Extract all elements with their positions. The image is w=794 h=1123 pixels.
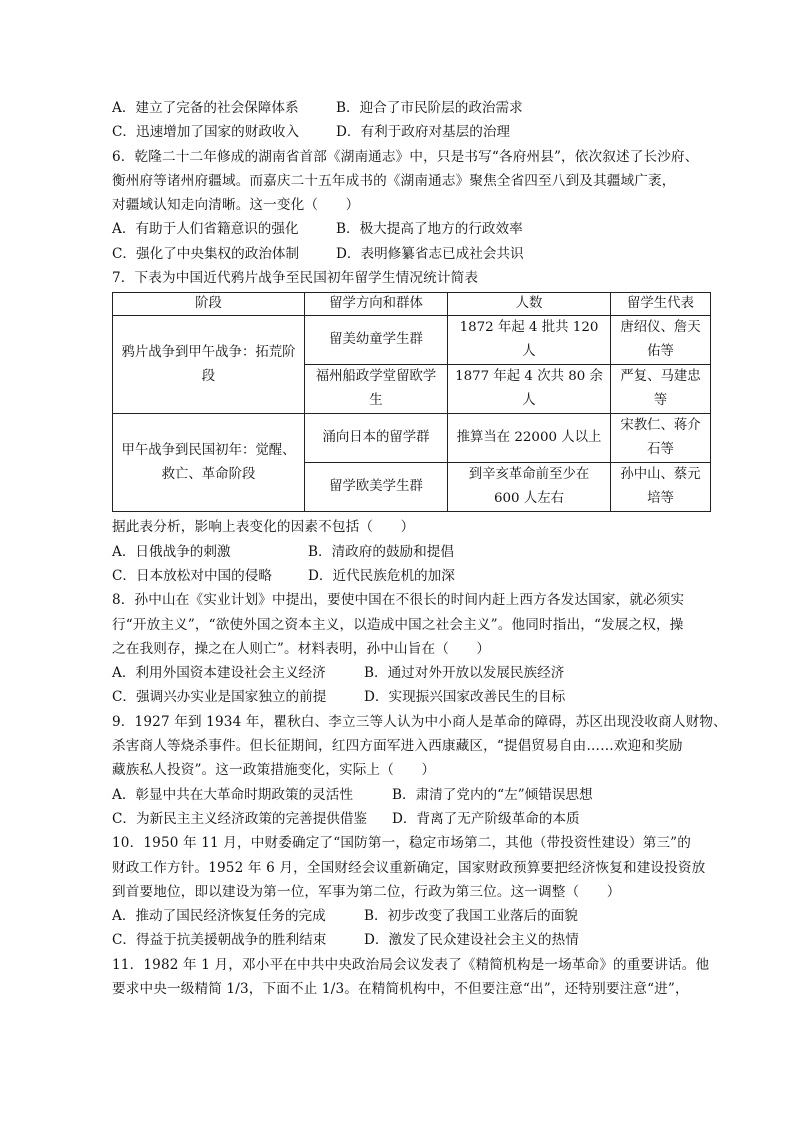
q7-options-row-2 (112, 564, 712, 588)
q7-stem: 7．下表为中国近代鸦片战争至民国初年留学生情况统计简表 (112, 270, 479, 287)
count-cell: 1877 年起 4 次共 80 余人 (448, 365, 611, 414)
q8-option-a[interactable]: A．利用外国资本建设社会主义经济 (112, 665, 326, 682)
q6-options-row-2 (112, 242, 712, 266)
q8-stem-line-1: 8．孙中山在《实业计划》中提出，要使中国在不很长的时间内赶上西方各发达国家，就必须实 (112, 592, 685, 609)
rep-cell: 严复、马建忠 等 (611, 365, 711, 414)
count-cell: 到辛亥革命前至少在 600 人左右 (448, 463, 611, 512)
q5-options-row-1 (112, 96, 712, 120)
q9-stem-line-3: 藏族私人投资”。这一政策措施变化，实际上（ ） (112, 762, 436, 779)
q6-option-d[interactable]: D．表明修纂省志已成社会共识 (336, 245, 524, 262)
q9-options-row-2 (112, 807, 712, 831)
q5-option-d[interactable]: D．有利于政府对基层的治理 (336, 124, 511, 141)
rep-cell: 唐绍仪、詹天 佑等 (611, 316, 711, 365)
q10-options-row-2 (112, 928, 712, 952)
q10-stem-line-1: 10．1950 年 11 月，中财委确定了“国防第一，稳定市场第二，其他（带投资性建设）第三”的 (112, 835, 692, 852)
q10-option-a[interactable]: A．推动了国民经济恢复任务的完成 (112, 908, 326, 925)
q5-options-row-2 (112, 120, 712, 144)
question-content (112, 96, 727, 1001)
q7-option-b[interactable]: B．清政府的鼓励和提倡 (308, 543, 454, 560)
header-count: 人数 (448, 293, 611, 316)
rep-cell: 宋教仁、蒋介 石等 (611, 414, 711, 463)
table-row (113, 414, 711, 463)
q9-option-b[interactable]: B．肃清了党内的“左”倾错误思想 (392, 786, 593, 803)
q6-stem-line-1: 6．乾隆二十二年修成的湖南省首部《湖南通志》中，只是书写“各府州县”，依次叙述了长沙府、 (112, 148, 699, 165)
q8-option-c[interactable]: C．强调兴办实业是国家独立的前提 (112, 689, 327, 706)
group-cell: 留学欧美学生群 (305, 463, 448, 512)
q9-options-row-1 (112, 783, 712, 807)
group-cell: 涌向日本的留学群 (305, 414, 448, 463)
q5-option-c[interactable]: C．迅速增加了国家的财政收入 (112, 124, 300, 141)
q7-option-d[interactable]: D．近代民族危机的加深 (308, 567, 455, 584)
count-cell: 推算当在 22000 人以上 (448, 414, 611, 463)
q7-question: 据此表分析，影响上表变化的因素不包括（ ） (112, 519, 415, 536)
group-cell: 留美幼童学生群 (305, 316, 448, 365)
q10-options-row-1 (112, 904, 712, 928)
q10-option-b[interactable]: B．初步改变了我国工业落后的面貌 (364, 908, 578, 925)
header-direction: 留学方向和群体 (305, 293, 448, 316)
q8-options-row-2 (112, 685, 712, 709)
q10-option-c[interactable]: C．得益于抗美援朝战争的胜利结束 (112, 932, 327, 949)
table-header-row (113, 293, 711, 316)
q6-option-a[interactable]: A．有助于人们省籍意识的强化 (112, 221, 299, 238)
q5-option-b[interactable]: B．迎合了市民阶层的政治需求 (336, 100, 523, 116)
q7-options-row-1 (112, 540, 712, 564)
q10-stem-line-2: 财政工作方针。1952 年 6 月，全国财经会议重新确定，国家财政预算要把经济恢复和建设投资放 (112, 859, 706, 876)
q6-stem-line-2: 衡州府等诸州府疆域。而嘉庆二十五年成书的《湖南通志》聚焦全省四至八到及其疆域广袤， (112, 172, 676, 189)
q8-options-row-1 (112, 661, 712, 685)
q9-option-a[interactable]: A．彰显中共在大革命时期政策的灵活性 (112, 786, 353, 803)
q7-option-a[interactable]: A．日俄战争的刺激 (112, 543, 231, 560)
q6-stem-line-3: 对疆域认知走向清晰。这一变化（ ） (112, 197, 360, 214)
q9-option-d[interactable]: D．背离了无产阶级革命的本质 (392, 810, 580, 827)
q6-options-row-1 (112, 217, 712, 241)
q9-option-c[interactable]: C．为新民主主义经济政策的完善提供借鉴 (112, 810, 368, 827)
q11-stem-line-1: 11．1982 年 1 月，邓小平在中共中央政治局会议发表了《精简机构是一场革命》的重要讲话。他 (112, 956, 710, 973)
q9-stem-line-2: 杀害商人等烧杀事件。但长征期间，红四方面军进入西康藏区，“提倡贸易自由……欢迎和奖励 (112, 738, 683, 755)
q5-option-a[interactable]: A．建立了完备的社会保障体系 (112, 100, 299, 116)
count-cell: 1872 年起 4 批共 120 人 (448, 316, 611, 365)
q8-option-d[interactable]: D．实现振兴国家改善民生的目标 (364, 689, 566, 706)
q10-option-d[interactable]: D．激发了民众建设社会主义的热情 (364, 932, 579, 949)
q10-stem-line-3: 到首要地位，即以建设为第一位，军事为第二位，行政为第三位。这一调整（ ） (112, 883, 621, 900)
q8-stem-line-3: 之在我则存，操之在人则亡”。材料表明，孙中山旨在（ ） (112, 640, 491, 657)
stage-cell-1: 鸦片战争到甲午战争：拓荒阶 段 (113, 316, 305, 414)
study-abroad-table (112, 292, 711, 512)
q6-option-c[interactable]: C．强化了中央集权的政治体制 (112, 245, 300, 262)
rep-cell: 孙中山、蔡元 培等 (611, 463, 711, 512)
table-row (113, 316, 711, 365)
group-cell: 福州船政学堂留欧学 生 (305, 365, 448, 414)
q7-option-c[interactable]: C．日本放松对中国的侵略 (112, 567, 272, 584)
q8-stem-line-2: 行“开放主义”，“欲使外国之资本主义，以造成中国之社会主义”。他同时指出，“发展之权，操 (112, 616, 684, 633)
q9-stem-line-1: 9．1927 年到 1934 年，瞿秋白、李立三等人认为中小商人是革命的障碍，苏区出现没收商人财物、 (112, 713, 727, 730)
q6-option-b[interactable]: B．极大提高了地方的行政效率 (336, 221, 523, 238)
q8-option-b[interactable]: B．通过对外开放以发展民族经济 (364, 665, 565, 682)
stage-cell-2: 甲午战争到民国初年：觉醒、 救亡、革命阶段 (113, 414, 305, 512)
q11-stem-line-2: 要求中央一级精简 1/3，下面不止 1/3。在精简机构中，不但要注意“出”，还特别要注意“进”， (112, 981, 689, 998)
header-stage: 阶段 (113, 293, 305, 316)
header-representatives: 留学生代表 (611, 293, 711, 316)
